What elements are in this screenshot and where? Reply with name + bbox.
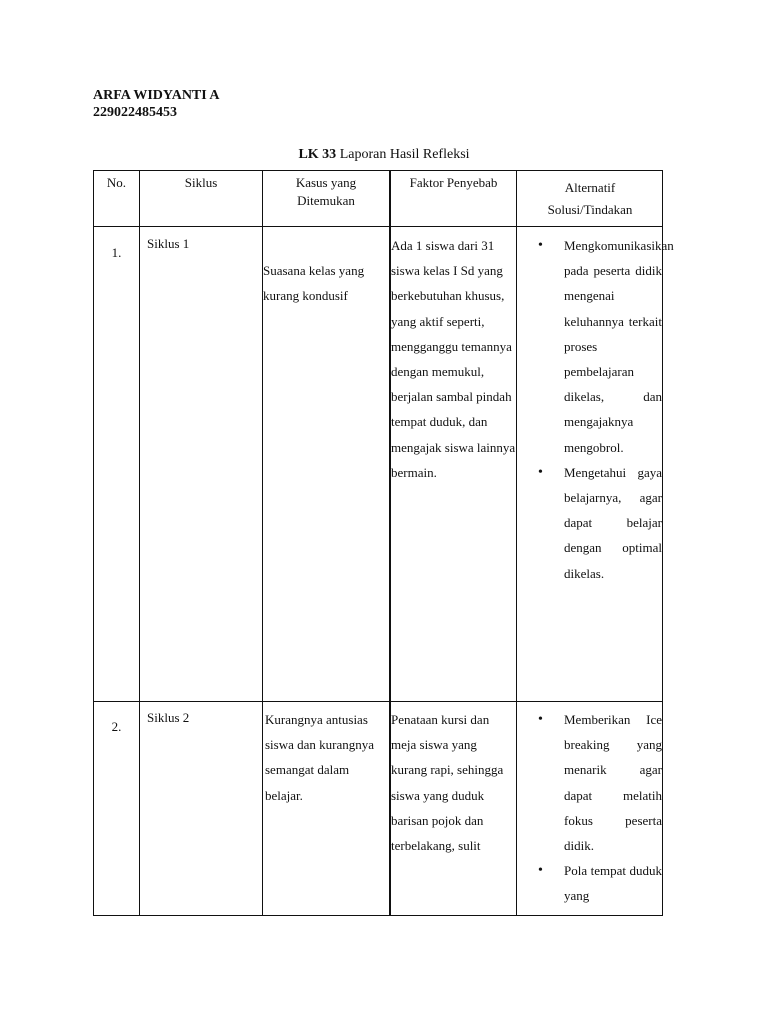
row-2-siklus: Siklus 2	[147, 710, 190, 725]
row-2-solusi-item: • Pola tempat duduk yang	[538, 858, 662, 908]
header-faktor: Faktor Penyebab	[409, 175, 498, 190]
row-2-faktor: Penataan kursi dan meja siswa yang kurang rapi, sehingga siswa yang duduk barisan pojok dan terbelakang, sulit	[391, 712, 504, 854]
row-2-solusi-item: • Memberikan Ice breaking yang menarik agar dapat melatih fokus peserta didik.	[538, 707, 662, 858]
col-divider	[139, 171, 140, 915]
header-siklus: Siklus	[184, 175, 218, 190]
row-1-faktor: Ada 1 siswa dari 31 siswa kelas I Sd yang berkebutuhan khusus, yang aktif seperti, mengganggu temannya dengan memukul, berjalan sambal pindah tempat duduk, dan mengajak siswa lainnya bermain.	[391, 238, 516, 480]
row-2-kasus: Kurangnya antusias siswa dan kurangnya semangat dalam belajar.	[265, 712, 375, 803]
author-block	[93, 87, 220, 121]
title-rest: Laporan Hasil Refleksi	[336, 147, 470, 162]
row-2-no: 2.	[111, 719, 122, 734]
header-divider	[94, 226, 662, 227]
page-title	[0, 146, 768, 163]
row-1-solusi-item: • Mengkomunikasikan pada peserta didik mengenai keluhannya terkait proses pembelajaran dikelas, dan mengajaknya mengobrol.	[538, 233, 662, 460]
title-bold: LK 33	[298, 147, 337, 162]
row-divider	[94, 701, 662, 702]
header-kasus: Kasus yang Ditemukan	[295, 175, 357, 208]
header-no: No.	[106, 175, 127, 190]
header-alternatif: Alternatif Solusi/Tindakan	[547, 180, 633, 217]
reflection-table	[93, 170, 674, 916]
row-1-kasus: Suasana kelas yang kurang kondusif	[263, 263, 365, 304]
row-1-solusi	[538, 233, 674, 586]
author-id: 229022485453	[93, 105, 177, 120]
row-2-solusi	[538, 707, 662, 909]
row-1-siklus: Siklus 1	[147, 236, 190, 251]
author-name: ARFA WIDYANTI A	[93, 88, 220, 103]
row-1-solusi-item: • Mengetahui gaya belajarnya, agar dapat belajar dengan optimal dikelas.	[538, 460, 662, 586]
col-divider	[516, 171, 517, 915]
row-1-no: 1.	[111, 245, 122, 260]
